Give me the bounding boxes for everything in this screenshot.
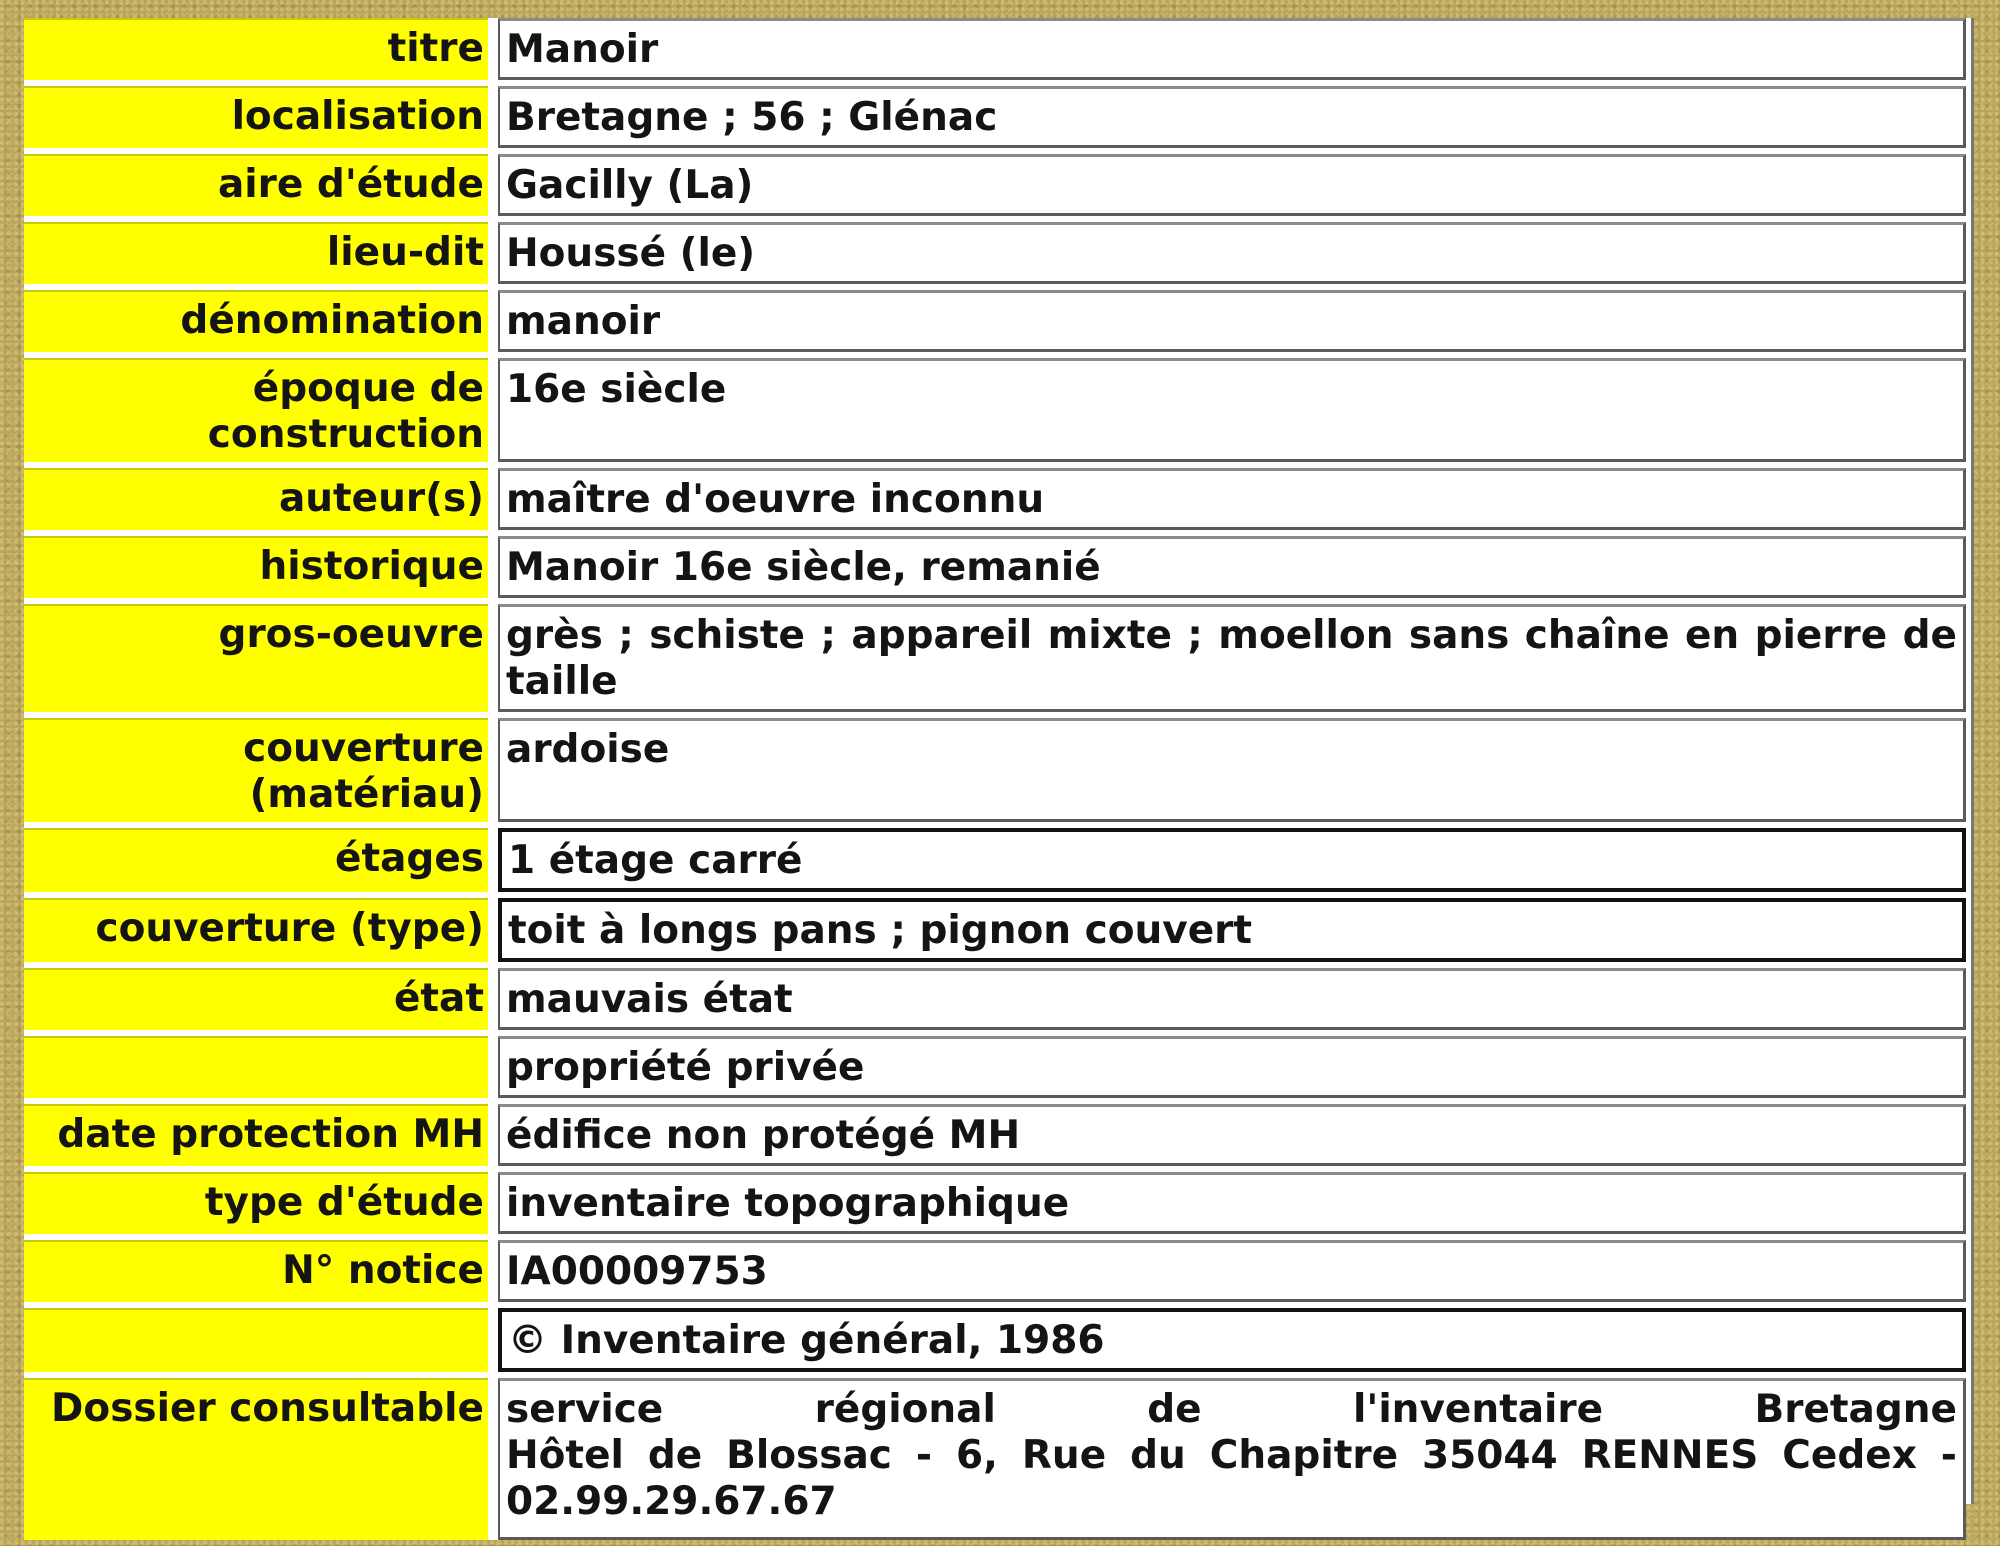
field-value: manoir [498,290,1966,352]
record-sheet [24,18,1974,1524]
field-value: ardoise [498,718,1966,822]
cell-gap [488,1172,498,1234]
field-label: auteur(s) [24,468,488,530]
table-row-copyright [24,1308,1966,1372]
cell-gap [488,86,498,148]
field-value: inventaire topographique [498,1172,1966,1234]
field-label-line: (matériau) [249,772,484,817]
field-label: gros-oeuvre [24,604,488,712]
table-row-couverture-materiau [24,718,1966,822]
field-label: état [24,968,488,1030]
field-label: aire d'étude [24,154,488,216]
field-value [498,1378,1966,1540]
cell-gap [488,718,498,822]
cell-gap [488,968,498,1030]
cell-gap [488,536,498,598]
table-row-titre [24,18,1966,80]
cell-gap [488,1240,498,1302]
field-value: édifice non protégé MH [498,1104,1966,1166]
field-value: Manoir [498,18,1966,80]
field-value: Bretagne ; 56 ; Glénac [498,86,1966,148]
field-value: Houssé (le) [498,222,1966,284]
table-row-lieu-dit [24,222,1966,284]
field-label [24,358,488,462]
field-value: maître d'oeuvre inconnu [498,468,1966,530]
field-value: toit à longs pans ; pignon couvert [498,898,1966,962]
field-value: grès ; schiste ; appareil mixte ; moellon sans chaîne en pierre de taille [498,604,1966,712]
cell-gap [488,604,498,712]
field-value: Gacilly (La) [498,154,1966,216]
cell-gap [488,828,498,892]
field-value: mauvais état [498,968,1966,1030]
contact-line: 02.99.29.67.67 [506,1479,837,1524]
cell-gap [488,1378,498,1540]
field-value: IA00009753 [498,1240,1966,1302]
cell-gap [488,358,498,462]
cell-gap [488,290,498,352]
table-row-type-etude [24,1172,1966,1234]
field-label: historique [24,536,488,598]
record-table [24,12,1966,1546]
field-label-line: couverture [243,726,484,771]
cell-gap [488,222,498,284]
field-label [24,1036,488,1098]
field-label: couverture (type) [24,898,488,962]
cell-gap [488,1308,498,1372]
field-value: © Inventaire général, 1986 [498,1308,1966,1372]
cell-gap [488,468,498,530]
contact-line: service régional de l'inventaire Bretagne [506,1387,1957,1432]
table-row-gros-oeuvre [24,604,1966,712]
cell-gap [488,1036,498,1098]
table-row-etages [24,828,1966,892]
field-label-line: construction [207,412,484,457]
table-row-propriete [24,1036,1966,1098]
field-label: N° notice [24,1240,488,1302]
table-row-etat [24,968,1966,1030]
cell-gap [488,154,498,216]
field-value: 16e siècle [498,358,1966,462]
contact-line: Hôtel de Blossac - 6, Rue du Chapitre 35044 RENNES Cedex - [506,1433,1957,1478]
field-value: Manoir 16e siècle, remanié [498,536,1966,598]
field-label: lieu-dit [24,222,488,284]
table-row-historique [24,536,1966,598]
table-row-dossier [24,1378,1966,1540]
field-label: étages [24,828,488,892]
field-label [24,1308,488,1372]
cell-gap [488,1104,498,1166]
field-value: 1 étage carré [498,828,1966,892]
table-row-localisation [24,86,1966,148]
table-row-denomination [24,290,1966,352]
table-row-notice [24,1240,1966,1302]
table-row-couverture-type [24,898,1966,962]
field-label: titre [24,18,488,80]
cell-gap [488,898,498,962]
field-label: dénomination [24,290,488,352]
field-label: date protection MH [24,1104,488,1166]
field-value: propriété privée [498,1036,1966,1098]
table-row-epoque [24,358,1966,462]
field-label: Dossier consultable [24,1378,488,1540]
table-row-aire-etude [24,154,1966,216]
cell-gap [488,18,498,80]
table-row-auteurs [24,468,1966,530]
field-label: type d'étude [24,1172,488,1234]
field-label-line: époque de [252,366,484,411]
table-row-protection [24,1104,1966,1166]
field-label: localisation [24,86,488,148]
field-label [24,718,488,822]
